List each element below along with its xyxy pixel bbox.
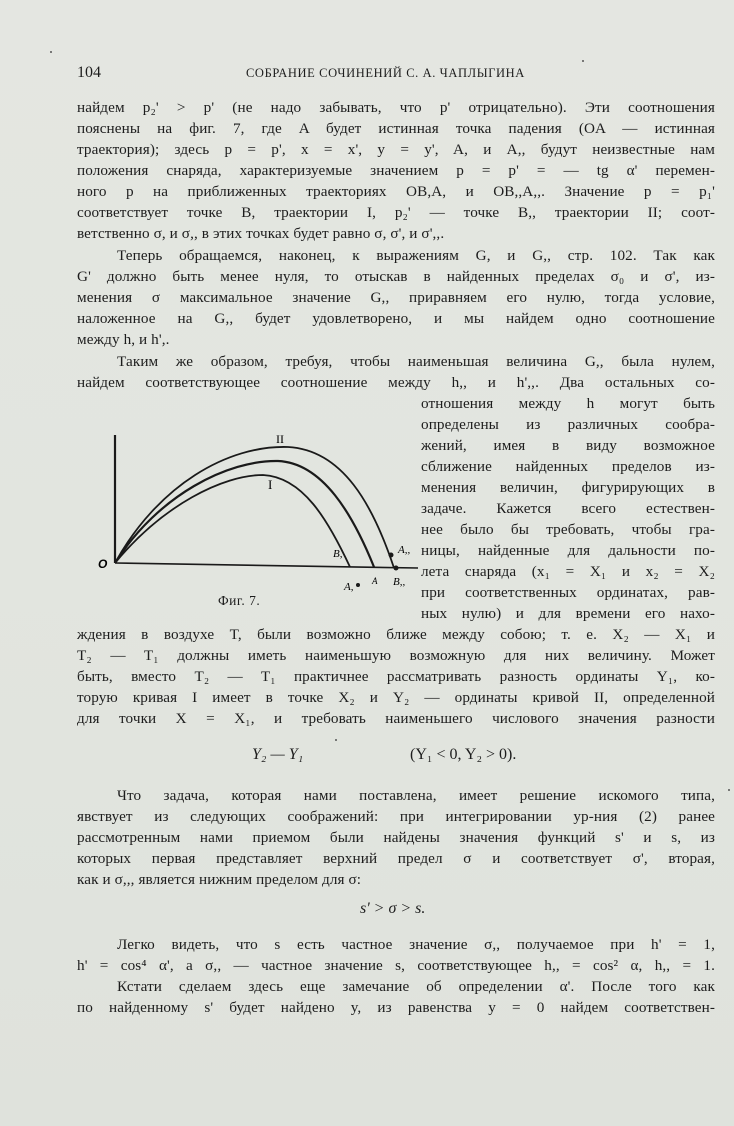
label-B2: B,,	[393, 576, 406, 588]
label-curve-I: I	[268, 477, 273, 492]
label-A: A	[372, 576, 378, 586]
text-line: по найденному s' будет найдено y, из равенства y = 0 найдем соответствен-	[77, 999, 715, 1016]
text-line: пояснены на фиг. 7, где A будет истинная точка падения (OA — истинная	[77, 120, 715, 137]
formula-inequality: s' > σ > s.	[360, 900, 426, 917]
point-B2	[394, 566, 399, 571]
text-line: наложенное на G,, будет удовлетворено, и мы найдем одно соотношение	[77, 310, 715, 327]
text-line: h' = cos⁴ α', а σ,, — частное значение s, соответствующее h,, = cos² α, h,, = 1.	[77, 957, 715, 974]
text-line: Теперь обращаемся, наконец, к выражениям G, и G,, стр. 102. Так как	[117, 247, 715, 264]
text-line: Легко видеть, что s есть частное значение σ,, получаемое при h' = 1,	[117, 936, 715, 953]
text-line: нее было бы требовать, чтобы гра-	[421, 521, 715, 538]
text-line: сближение найденных пределов из-	[421, 458, 715, 475]
text-line: определены из различных сообра-	[421, 416, 715, 433]
label-A2: A,,	[398, 544, 411, 556]
text-line: торую кривая I имеет в точке X₂ и Y₂ — ординаты кривой II, определенной	[77, 689, 715, 706]
text-line: T₂ — T₁ должны иметь наименьшую возможную для них величину. Может	[77, 647, 715, 664]
label-curve-II: II	[276, 432, 284, 446]
trajectory-curve-II	[115, 447, 394, 568]
page-number: 104	[77, 64, 101, 81]
text-line: отношения между h могут быть	[421, 395, 715, 412]
point-A1	[356, 583, 360, 587]
text-line: задаче. Кажется всего естествен-	[421, 500, 715, 517]
text-line: ждения в воздухе T, были возможно ближе между собою; т. е. X₂ — X₁ и	[77, 626, 715, 643]
text-line: менения σ максимальное значение G,, приравняем его нулю, тогда условие,	[77, 289, 715, 306]
text-line: между h, и h',.	[77, 331, 170, 348]
text-line: найдем соответствующее соотношение между h,, и h',,. Два остальных со-	[77, 374, 715, 391]
text-line: рассмотренным нами приемом были найдены значения функций s' и s, из	[77, 829, 715, 846]
text-line: как и σ,,, является нижним пределом для σ:	[77, 871, 362, 888]
point-A2	[389, 553, 394, 558]
scan-speck	[728, 789, 730, 791]
text-line: Кстати сделаем здесь еще замечание об определении α'. После того как	[117, 978, 715, 995]
text-line: ного p на приближенных траекториях OB,A, и OB,,A,,. Значение p = p₁'	[77, 183, 715, 200]
text-line: ветственно σ, и σ,, в этих точках будет равно σ, σ', и σ',,.	[77, 225, 445, 242]
text-line: для точки X = X₁, и требовать наименьшего числового значения разности	[77, 710, 715, 727]
text-line: найдем p₂' > p' (не надо забывать, что p' отрицательно). Эти соотношения	[77, 99, 715, 116]
text-line: ных нулю) и для времени его нахо-	[421, 605, 715, 622]
text-line: ницы, найденные для дальности по-	[421, 542, 715, 559]
text-line: лета снаряда (x₁ = X₁ и x₂ = X₂	[421, 563, 715, 580]
formula-difference: Y₂ — Y₁	[252, 746, 304, 763]
running-title: СОБРАНИЕ СОЧИНЕНИЙ С. А. ЧАПЛЫГИНА	[246, 66, 525, 80]
label-origin: O	[98, 557, 108, 571]
text-line: соответствует точке B, траектории I, p₂' — точке B,, траектории II; соот-	[77, 204, 715, 221]
scan-speck	[50, 51, 52, 53]
text-line: при соответственных ординатах, рав-	[421, 584, 715, 601]
scan-speck	[582, 60, 584, 62]
trajectory-figure	[78, 405, 418, 605]
text-line: G' должно быть менее нуля, то отыскав в найденных пределах σ₀ и σ', из-	[77, 268, 715, 285]
text-line: жений, имея в виду возможное	[421, 437, 715, 454]
formula-condition: (Y₁ < 0, Y₂ > 0).	[410, 746, 517, 763]
text-line: Что задача, которая нами поставлена, имеет решение искомого типа,	[117, 787, 715, 804]
trajectory-curve-I	[115, 475, 350, 567]
figure-caption: Фиг. 7.	[218, 593, 261, 608]
text-line: явствует из следующих соображений: при интегрировании ур-ния (2) ранее	[77, 808, 715, 825]
text-line: которых первая представляет верхний предел σ и соответствует σ', вторая,	[77, 850, 715, 867]
label-A1: A,	[344, 581, 354, 593]
text-line: Таким же образом, требуя, чтобы наименьшая величина G,, была нулем,	[117, 353, 715, 370]
text-line: быть, вместо T₂ — T₁ практичнее рассматривать разность ординаты Y₁, ко-	[77, 668, 715, 685]
text-line: траектория); здесь p = p', x = x', y = y', A, и A,, будут неизвестные нам	[77, 141, 715, 158]
text-line: положения снаряда, характеризуемые значением p = p' = — tg α' перемен-	[77, 162, 715, 179]
scan-speck	[335, 739, 337, 741]
label-B1: B,	[333, 548, 343, 560]
text-line: менения величин, фигурирующих в	[421, 479, 715, 496]
